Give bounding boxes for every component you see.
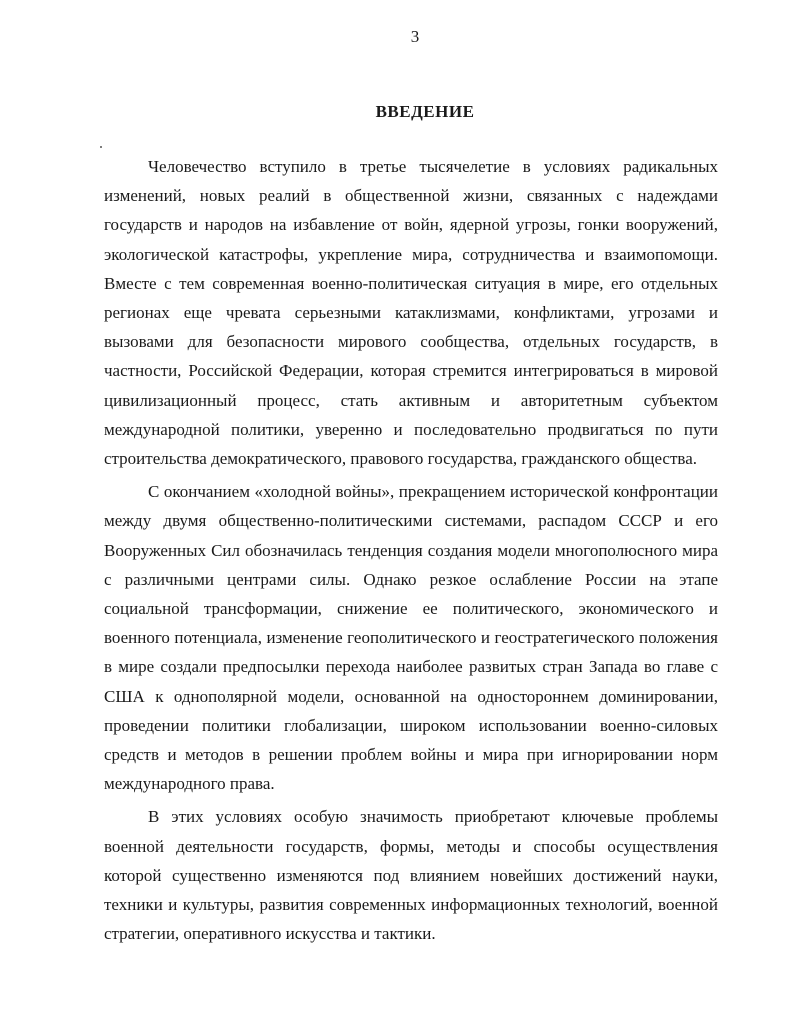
body-text <box>104 152 718 952</box>
paragraph-1: Человечество вступило в третье тысячелетие в условиях радикальных изменений, новых реалий в общественной жизни, связанных с надеждами государств и народов на избавление от войн, ядерной угрозы, гонки вооружений, экологической катастрофы, укрепление мира, сотрудничества и взаимопомощи. Вместе с тем современная военно-политическая ситуация в мире, его отдельных регионах еще чревата серьезными катаклизмами, конфликтами, угрозами и вызовами для безопасности мирового сообщества, отдельных государств, в частности, Российской Федерации, которая стремится интегрироваться в мировой цивилизационный процесс, стать активным и авторитетным субъектом международной политики, уверенно и последовательно продвигаться по пути строительства демократического, правового государства, гражданского общества. <box>104 157 718 469</box>
page-number: 3 <box>410 27 420 46</box>
scan-speck <box>100 146 102 148</box>
paragraph-2: С окончанием «холодной войны», прекращением исторической конфронтации между двумя общественно-политическими системами, распадом СССР и его Вооруженных Сил обозначилась тенденция создания модели многополюсного мира с различными центрами силы. Однако резкое ослабление России на этапе социальной трансформации, снижение ее политического, экономического и военного потенциала, изменение геополитического и геостратегического положения в мире создали предпосылки перехода наиболее развитых стран Запада во главе с США к однополярной модели, основанной на одностороннем доминировании, проведении политики глобализации, широком использовании военно-силовых средств и методов в решении проблем войны и мира при игнорировании норм международного права. <box>104 482 718 794</box>
paragraph-3: В этих условиях особую значимость приобретают ключевые проблемы военной деятельности государств, формы, методы и способы осуществления которой существенно изменяются под влиянием новейших достижений науки, техники и культуры, развития современных информационных технологий, военной стратегии, оперативного искусства и тактики. <box>104 807 718 944</box>
page-title: ВВЕДЕНИЕ <box>375 102 475 121</box>
